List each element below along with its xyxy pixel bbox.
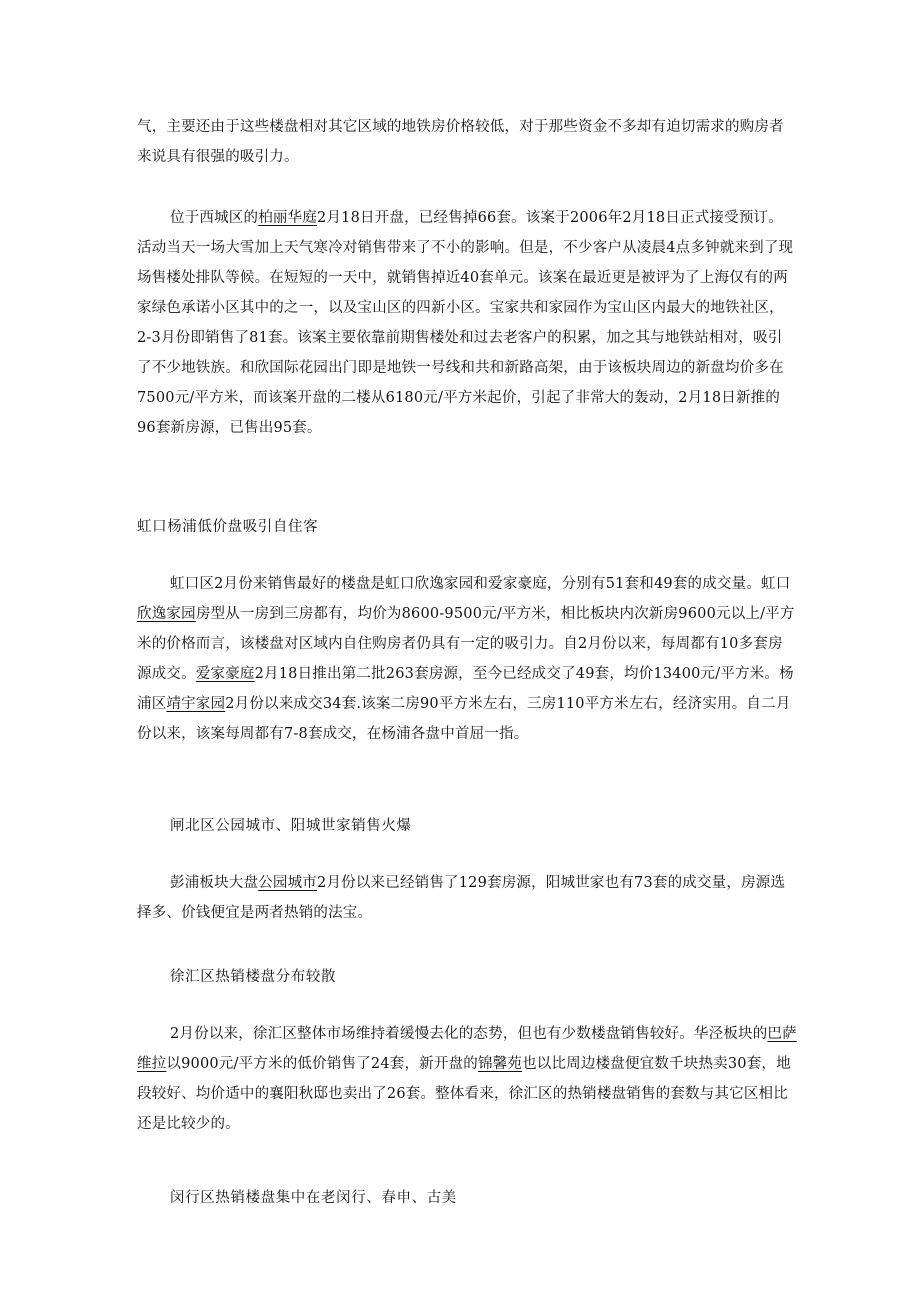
section-heading-zhabei: 闸北区公园城市、阳城世家销售火爆 bbox=[170, 818, 412, 834]
paragraph-intro-continued bbox=[137, 112, 797, 172]
paragraph-xuhui bbox=[137, 1019, 797, 1139]
link-xinyi-jiayuan[interactable]: 欣逸家园 bbox=[137, 606, 196, 622]
paragraph-zhabei bbox=[137, 868, 797, 928]
paragraph-text: 以9000元/平方米的低价销售了24套，新开盘的 bbox=[166, 1056, 478, 1072]
paragraph-xicheng bbox=[137, 203, 797, 443]
section-heading-minhang: 闵行区热销楼盘集中在老闵行、春申、古美 bbox=[170, 1190, 457, 1206]
paragraph-text: 气，主要还由于这些楼盘相对其它区域的地铁房价格较低，对于那些资金不多却有迫切需求的购房者来说具有很强的吸引力。 bbox=[137, 119, 784, 165]
paragraph-text: 也以比周边楼盘便宜数千块热卖30套，地段较好、均价适中的襄阳秋邸也卖出了26套。整体看来，徐汇区的热销楼盘销售的套数与其它区相比还是比较少的。 bbox=[137, 1056, 791, 1132]
paragraph-text: 彭浦板块大盘 bbox=[170, 875, 259, 891]
link-jingyu-jiayuan[interactable]: 靖宇家园 bbox=[166, 696, 226, 712]
link-baili-huating[interactable]: 柏丽华庭 bbox=[258, 210, 318, 226]
link-gongyuan-chengshi[interactable]: 公园城市 bbox=[258, 875, 318, 891]
link-basa-weila[interactable]: 巴萨维拉 bbox=[137, 1026, 797, 1072]
paragraph-text: 2月份以来已经销售了129套房源，阳城世家也有73套的成交量，房源选择多、价钱便宜是两者热销的法宝。 bbox=[137, 875, 786, 921]
paragraph-hongkou-yangpu bbox=[137, 569, 797, 749]
section-heading-xuhui: 徐汇区热销楼盘分布较散 bbox=[170, 969, 337, 985]
paragraph-text: 位于西城区的 bbox=[170, 210, 259, 226]
paragraph-text: 虹口区2月份来销售最好的楼盘是虹口欣逸家园和爱家豪庭，分别有51套和49套的成交量。虹口 bbox=[170, 576, 791, 592]
paragraph-text: 2月18日推出第二批263套房源，至今已经成交了49套，均价13400元/平方米。杨浦区 bbox=[137, 666, 794, 712]
paragraph-text: 2月份以来，徐汇区整体市场维持着缓慢去化的态势，但也有少数楼盘销售较好。华泾板块的 bbox=[170, 1026, 768, 1042]
paragraph-text: 2月份以来成交34套.该案二房90平方米左右，三房110平方米左右，经济实用。自二月份以来，该案每周都有7-8套成交，在杨浦各盘中首屈一指。 bbox=[137, 696, 791, 742]
paragraph-text: 房型从一房到三房都有，均价为8600-9500元/平方米，相比板块内次新房9600元以上/平方米的价格而言，该楼盘对区域内自住购房者仍具有一定的吸引力。自2月份以来，每周都有10多套房源成交。 bbox=[137, 606, 795, 682]
section-heading-hongkou-yangpu: 虹口杨浦低价盘吸引自住客 bbox=[137, 519, 319, 535]
paragraph-text: 2月18日开盘，已经售掉66套。该案于2006年2月18日正式接受预订。活动当天一场大雪加上天气寒冷对销售带来了不小的影响。但是，不少客户从凌晨4点多钟就来到了现场售楼处排队等候。在短短的一天中，就销售掉近40套单元。该案在最近更是被评为了上海仅有的两家绿色承诺小区其中的之一，以及宝山区的四新小区。宝家共和家园作为宝山区内最大的地铁社区，2-3月份即销售了81套。该案主要依靠前期售楼处和过去老客户的积累，加之其与地铁站相对，吸引了不少地铁族。和欣国际花园出门即是地铁一号线和共和新路高架，由于该板块周边的新盘均价多在7500元/平方米，而该案开盘的二楼从6180元/平方米起价，引起了非常大的轰动，2月18日新推的96套新房源，已售出95套。 bbox=[137, 210, 794, 436]
link-aijia-haoting[interactable]: 爱家豪庭 bbox=[195, 666, 255, 682]
link-jinxin-yuan[interactable]: 锦馨苑 bbox=[477, 1056, 523, 1072]
